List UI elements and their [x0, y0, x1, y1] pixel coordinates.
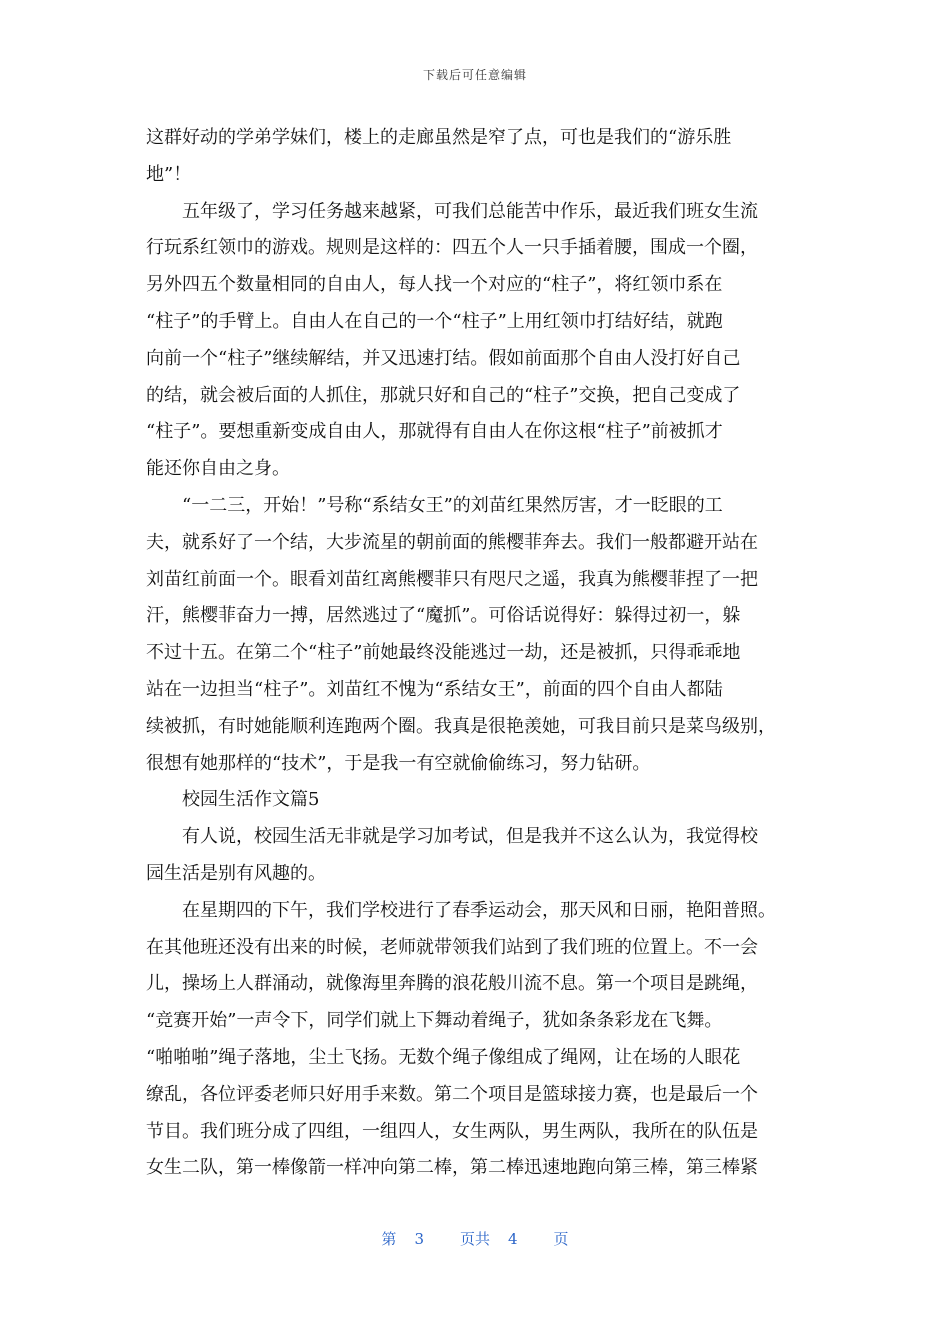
text-line: “柱子”。要想重新变成自由人，那就得有自由人在你这根“柱子”前被抓才: [146, 421, 723, 443]
text-line: 续被抓，有时她能顺利连跑两个圈。我真是很艳羡她，可我目前只是菜鸟级别，: [146, 715, 776, 737]
text-line: 能还你自由之身。: [146, 458, 290, 480]
text-line: 儿，操场上人群涌动，就像海里奔腾的浪花般川流不息。第一个项目是跳绳，: [146, 973, 758, 995]
text-line: 这群好动的学弟学妹们，楼上的走廊虽然是窄了点，可也是我们的“游乐胜: [146, 127, 732, 148]
section-heading: 校园生活作文篇5: [146, 789, 320, 811]
text-line: 夫，就系好了一个结，大步流星的朝前面的熊樱菲奔去。我们一般都避开站在: [146, 531, 758, 553]
text-line: 的结，就会被后面的人抓住，那就只好和自己的“柱子”交换，把自己变成了: [146, 384, 741, 406]
footer-prefix: 第: [381, 1230, 397, 1248]
text-line: 有人说，校园生活无非就是学习加考试，但是我并不这么认为，我觉得校: [146, 826, 758, 848]
footer-middle: 页共: [459, 1230, 490, 1248]
current-page-number: 3: [414, 1230, 424, 1248]
text-line: 汗，熊樱菲奋力一搏，居然逃过了“魔抓”。可俗话说得好：躲得过初一，躲: [146, 605, 741, 627]
text-line: 园生活是别有风趣的。: [146, 862, 326, 884]
text-line: 在星期四的下午，我们学校进行了春季运动会，那天风和日丽，艳阳普照。: [146, 899, 776, 921]
text-line: 向前一个“柱子”继续解结，并又迅速打结。假如前面那个自由人没打好自己: [146, 347, 741, 369]
text-line: 在其他班还没有出来的时候，老师就带领我们站到了我们班的位置上。不一会: [146, 936, 758, 958]
page-number-footer: [0, 1228, 950, 1249]
document-body: [146, 120, 812, 1187]
text-line: 节目。我们班分成了四组，一组四人，女生两队，男生两队，我所在的队伍是: [146, 1120, 758, 1142]
text-line: 女生二队，第一棒像箭一样冲向第二棒，第二棒迅速地跑向第三棒，第三棒紧: [146, 1157, 758, 1179]
text-line: 另外四五个数量相同的自由人，每人找一个对应的“柱子”，将红领巾系在: [146, 274, 723, 296]
footer-suffix: 页: [553, 1230, 569, 1248]
text-line: “竞赛开始”一声令下，同学们就上下舞动着绳子，犹如条条彩龙在飞舞。: [146, 1010, 723, 1032]
total-page-number: 4: [508, 1230, 518, 1248]
text-line: 行玩系红领巾的游戏。规则是这样的：四五个人一只手插着腰，围成一个圈，: [146, 237, 758, 259]
text-line: “柱子”的手臂上。自由人在自己的一个“柱子”上用红领巾打结好结，就跑: [146, 310, 723, 332]
text-line: 刘苗红前面一个。眼看刘苗红离熊樱菲只有咫尺之遥，我真为熊樱菲捏了一把: [146, 568, 758, 590]
text-line: “一二三，开始！”号称“系结女王”的刘苗红果然厉害，才一眨眼的工: [146, 494, 723, 516]
text-line: 五年级了，学习任务越来越紧，可我们总能苦中作乐，最近我们班女生流: [146, 200, 758, 222]
text-line: 站在一边担当“柱子”。刘苗红不愧为“系结女王”，前面的四个自由人都陆: [146, 678, 723, 700]
text-line: 很想有她那样的“技术”，于是我一有空就偷偷练习，努力钻研。: [146, 752, 651, 774]
text-line: “啪啪啪”绳子落地，尘土飞扬。无数个绳子像组成了绳网，让在场的人眼花: [146, 1046, 741, 1068]
text-line: 缭乱，各位评委老师只好用手来数。第二个项目是篮球接力赛，也是最后一个: [146, 1083, 758, 1105]
text-line: 不过十五。在第二个“柱子”前她最终没能逃过一劫，还是被抓，只得乖乖地: [146, 642, 741, 664]
page-header: 下载后可任意编辑: [422, 68, 527, 82]
text-line: 地”！: [146, 163, 192, 185]
